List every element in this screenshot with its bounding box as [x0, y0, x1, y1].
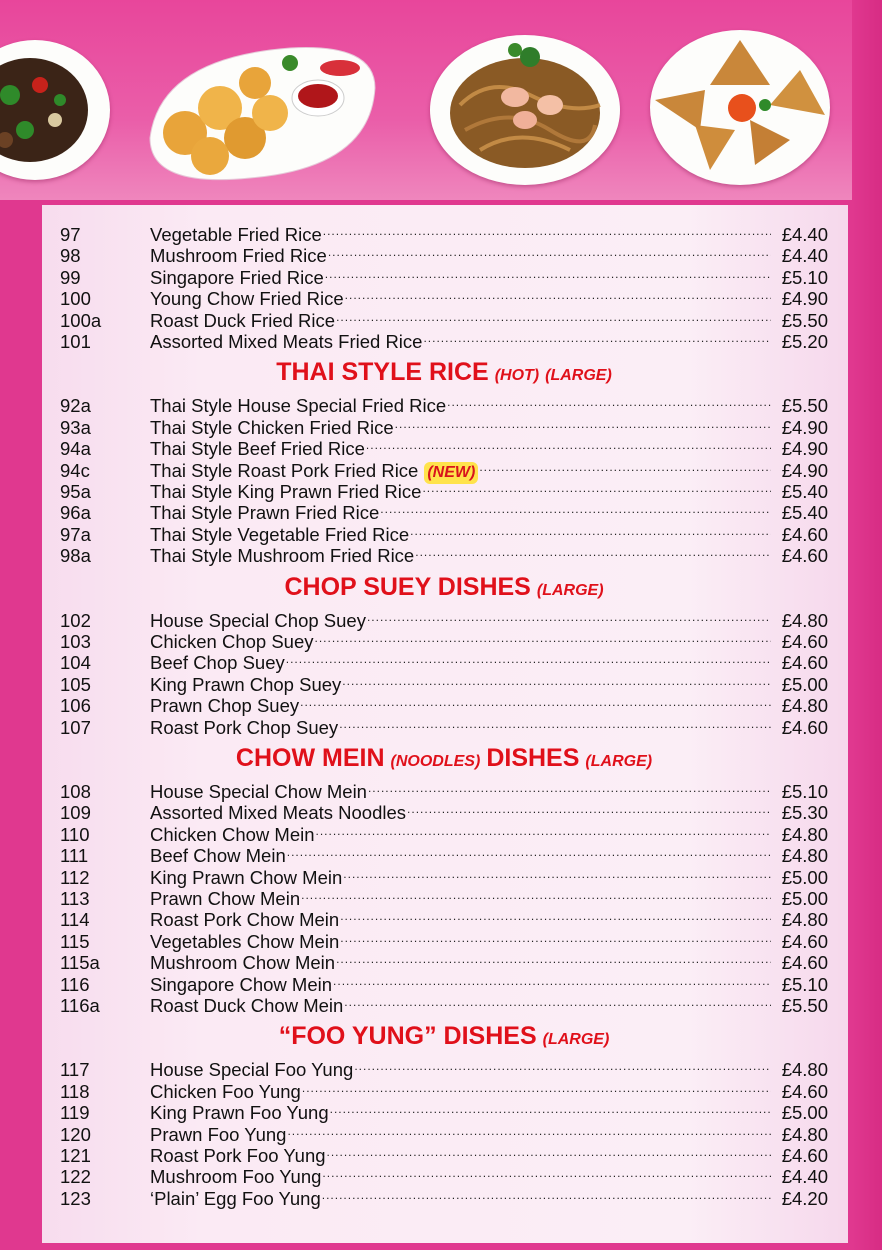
- section-title: CHOW MEIN: [235, 744, 385, 772]
- item-price: £4.80: [781, 845, 828, 867]
- item-price: £5.10: [781, 973, 828, 995]
- menu-item: [60, 1140, 828, 1166]
- menu-item: [60, 947, 828, 974]
- item-number: 107: [60, 716, 91, 738]
- item-name: Thai Style Beef Fried Rice: [150, 438, 365, 460]
- item-price: £5.40: [781, 502, 828, 524]
- section-heading: [60, 1021, 828, 1051]
- item-number: 112: [60, 866, 90, 888]
- dot-leader: [395, 412, 771, 434]
- dot-leader: [302, 1076, 771, 1098]
- item-name: Beef Chow Mein: [150, 845, 286, 867]
- item-name: Assorted Mixed Meats Noodles: [150, 802, 407, 824]
- item-name: Chicken Chow Mein: [150, 823, 315, 845]
- item-number: 118: [60, 1080, 90, 1102]
- item-number: 110: [60, 823, 90, 845]
- dot-leader: [415, 540, 771, 562]
- menu-item: [60, 605, 828, 631]
- item-number: 117: [60, 1059, 90, 1081]
- item-name: Thai Style Roast Pork Fried Rice: [150, 459, 419, 481]
- dish-photo-prawn-toast: [650, 30, 830, 185]
- item-price: £4.90: [781, 438, 828, 460]
- menu-item: [60, 283, 828, 310]
- dot-leader: [340, 926, 771, 948]
- menu-item: [60, 904, 828, 931]
- item-price: £4.60: [781, 1080, 828, 1102]
- dot-leader: [366, 433, 771, 455]
- item-price: £4.80: [781, 695, 828, 717]
- section-note: (HOT): [494, 367, 540, 385]
- menu-item: [60, 776, 828, 802]
- menu-item: [60, 455, 828, 481]
- dot-leader: [380, 497, 771, 519]
- section-size-note: (LARGE): [585, 753, 653, 770]
- item-price: £4.60: [781, 631, 828, 652]
- item-number: 116a: [60, 995, 100, 1016]
- section-title-suffix: DISHES: [486, 744, 580, 772]
- menu-item: [60, 819, 828, 845]
- menu-item: [60, 862, 828, 888]
- item-number: 106: [60, 695, 91, 717]
- menu-item: [60, 1161, 828, 1188]
- dot-leader: [287, 1119, 771, 1141]
- item-number: 122: [60, 1166, 91, 1188]
- item-number: 119: [60, 1102, 90, 1124]
- dot-leader: [423, 326, 771, 348]
- menu-item: [60, 412, 828, 438]
- item-price: £4.90: [781, 459, 828, 481]
- item-number: 114: [60, 909, 90, 931]
- menu-item: [60, 390, 828, 417]
- item-name: Prawn Chop Suey: [150, 695, 300, 717]
- item-name: Thai Style Chicken Fried Rice: [150, 416, 394, 438]
- dot-leader: [345, 283, 771, 305]
- item-number: 123: [60, 1187, 91, 1209]
- section-title: THAI STYLE RICE: [276, 358, 489, 387]
- dish-photo-stir-fry: [0, 40, 110, 180]
- dot-leader: [336, 947, 771, 969]
- item-name: House Special Chow Mein: [150, 781, 367, 802]
- menu-item: [60, 669, 828, 695]
- item-price: £5.00: [781, 673, 828, 695]
- menu-item: [60, 1119, 828, 1145]
- item-price: £4.60: [781, 952, 828, 974]
- menu-item: [60, 969, 828, 995]
- item-price: £4.90: [781, 416, 828, 438]
- section-size-note: (LARGE): [536, 581, 604, 599]
- item-name: Vegetables Chow Mein: [150, 930, 340, 952]
- dot-leader: [422, 476, 771, 498]
- dish-photo-noodles: [430, 35, 620, 185]
- item-name: Vegetable Fried Rice: [150, 224, 322, 245]
- item-price: £4.60: [781, 716, 828, 738]
- item-number: 116: [60, 973, 90, 995]
- dot-leader: [316, 819, 771, 841]
- item-price: £4.60: [781, 930, 828, 952]
- item-price: £4.20: [781, 1187, 828, 1209]
- item-name: Mushroom Foo Yung: [150, 1166, 322, 1188]
- item-name: House Special Foo Yung: [150, 1059, 354, 1081]
- item-number: 111: [60, 845, 89, 867]
- menu-item: [60, 840, 828, 867]
- dot-leader: [342, 669, 771, 691]
- menu-item: [60, 926, 828, 952]
- dot-leader: [322, 1183, 771, 1205]
- item-number: 92a: [60, 395, 91, 417]
- menu-item: [60, 476, 828, 502]
- dot-leader: [340, 904, 771, 926]
- item-number: 115: [60, 930, 90, 952]
- item-price: £4.80: [781, 1059, 828, 1081]
- item-price: £5.10: [781, 266, 828, 288]
- section-title: “FOO YUNG” DISHES: [278, 1022, 537, 1051]
- dot-leader: [327, 1140, 771, 1162]
- item-name: Assorted Mixed Meats Fried Rice: [150, 331, 423, 352]
- item-number: 113: [60, 888, 90, 909]
- item-price: £4.80: [781, 823, 828, 845]
- menu-item: [60, 990, 828, 1016]
- dot-leader: [336, 305, 771, 327]
- dot-leader: [354, 1054, 771, 1076]
- item-number: 102: [60, 609, 91, 631]
- item-number: 115a: [60, 952, 100, 974]
- dot-leader: [315, 626, 771, 648]
- item-name: Beef Chop Suey: [150, 652, 285, 674]
- item-number: 94c: [60, 459, 90, 481]
- item-name: Roast Pork Chow Mein: [150, 909, 340, 931]
- dish-photo-sweet-sour: [140, 38, 380, 186]
- item-name: Roast Duck Chow Mein: [150, 995, 344, 1016]
- dot-leader: [300, 690, 771, 712]
- section-size-note: (LARGE): [542, 1031, 610, 1049]
- section-size-note: (LARGE): [545, 367, 612, 385]
- item-number: 97a: [60, 523, 91, 545]
- new-badge: (NEW): [424, 462, 478, 484]
- item-name: Singapore Fried Rice: [150, 266, 324, 288]
- menu-item: [60, 626, 828, 652]
- item-price: £5.10: [781, 781, 828, 802]
- item-name: King Prawn Chop Suey: [150, 673, 342, 695]
- item-price: £5.50: [781, 395, 828, 417]
- item-number: 108: [60, 781, 91, 802]
- item-number: 96a: [60, 502, 91, 524]
- dot-leader: [479, 455, 771, 477]
- item-number: 99: [60, 266, 81, 288]
- item-price: £5.30: [781, 802, 828, 824]
- section-title: CHOP SUEY DISHES: [284, 572, 531, 601]
- item-name: Thai Style King Prawn Fried Rice: [150, 481, 422, 502]
- item-name: Thai Style House Special Fried Rice: [150, 395, 447, 417]
- item-number: 98a: [60, 545, 91, 567]
- item-price: £4.80: [781, 1123, 828, 1145]
- item-number: 101: [60, 331, 91, 352]
- item-price: £4.60: [781, 1145, 828, 1166]
- menu-item: [60, 883, 828, 909]
- item-price: £5.50: [781, 995, 828, 1016]
- item-price: £4.40: [781, 1166, 828, 1188]
- dot-leader: [410, 519, 771, 541]
- dot-leader: [322, 1161, 771, 1183]
- item-name: Young Chow Fried Rice: [150, 288, 344, 310]
- item-name: Chicken Foo Yung: [150, 1080, 301, 1102]
- dot-leader: [323, 219, 771, 241]
- dot-leader: [368, 776, 771, 798]
- photo-banner: [0, 0, 882, 200]
- item-name: Thai Style Prawn Fried Rice: [150, 502, 380, 524]
- item-price: £4.80: [781, 909, 828, 931]
- menu-item: [60, 262, 828, 288]
- item-price: £5.00: [781, 866, 828, 888]
- item-name: Roast Duck Fried Rice: [150, 309, 336, 331]
- item-name: Singapore Chow Mein: [150, 973, 333, 995]
- dot-leader: [301, 883, 771, 905]
- item-price: £4.40: [781, 224, 828, 245]
- menu-item: [60, 519, 828, 545]
- item-number: 109: [60, 802, 91, 824]
- item-name: Thai Style Mushroom Fried Rice: [150, 545, 415, 567]
- menu-item: [60, 305, 828, 331]
- item-name: Chicken Chop Suey: [150, 631, 314, 652]
- item-number: 95a: [60, 481, 91, 502]
- item-name: ‘Plain’ Egg Foo Yung: [150, 1187, 321, 1209]
- item-name: Roast Pork Foo Yung: [150, 1145, 326, 1166]
- item-name: Prawn Foo Yung: [150, 1123, 287, 1145]
- item-number: 93a: [60, 416, 91, 438]
- menu-item: [60, 497, 828, 524]
- section-heading: [60, 572, 828, 602]
- section-note: (NOODLES): [390, 753, 481, 770]
- dot-leader: [339, 712, 771, 734]
- item-price: £5.20: [781, 331, 828, 352]
- dot-leader: [407, 797, 771, 819]
- item-number: 105: [60, 673, 91, 695]
- item-name: King Prawn Foo Yung: [150, 1102, 329, 1124]
- menu-item: [60, 240, 828, 267]
- item-number: 104: [60, 652, 91, 674]
- item-price: £4.60: [781, 652, 828, 674]
- item-name: Mushroom Chow Mein: [150, 952, 336, 974]
- item-number: 98: [60, 245, 81, 267]
- menu-item: [60, 647, 828, 674]
- item-number: 100a: [60, 309, 102, 331]
- menu-item: [60, 1183, 828, 1209]
- menu-item: [60, 1097, 828, 1124]
- dot-leader: [325, 262, 771, 284]
- menu-item: [60, 712, 828, 738]
- item-name: House Special Chop Suey: [150, 609, 366, 631]
- menu-item: [60, 797, 828, 824]
- item-number: 97: [60, 224, 81, 245]
- dot-leader: [333, 969, 771, 991]
- section-heading: [60, 743, 828, 773]
- item-name: Roast Pork Chop Suey: [150, 716, 339, 738]
- menu-item: [60, 1054, 828, 1081]
- item-price: £5.40: [781, 481, 828, 502]
- menu-item: [60, 690, 828, 717]
- item-price: £4.60: [781, 545, 828, 567]
- dot-leader: [343, 862, 771, 884]
- menu-item: [60, 219, 828, 245]
- item-number: 121: [60, 1145, 91, 1166]
- item-name: Mushroom Fried Rice: [150, 245, 327, 267]
- dot-leader: [447, 390, 771, 412]
- dot-leader: [328, 240, 771, 262]
- item-number: 120: [60, 1123, 91, 1145]
- item-price: £5.50: [781, 309, 828, 331]
- dot-leader: [330, 1097, 771, 1119]
- item-number: 100: [60, 288, 91, 310]
- item-name: King Prawn Chow Mein: [150, 866, 343, 888]
- item-number: 103: [60, 631, 91, 652]
- dot-leader: [286, 647, 771, 669]
- item-price: £4.40: [781, 245, 828, 267]
- menu-item: [60, 433, 828, 460]
- item-number: 94a: [60, 438, 91, 460]
- item-name: Prawn Chow Mein: [150, 888, 301, 909]
- section-heading: [60, 357, 828, 387]
- item-price: £4.90: [781, 288, 828, 310]
- item-name: Thai Style Vegetable Fried Rice: [150, 523, 410, 545]
- dot-leader: [287, 840, 771, 862]
- dot-leader: [367, 605, 771, 627]
- page-edge: [852, 0, 882, 1250]
- menu-item: [60, 326, 828, 352]
- item-price: £5.00: [781, 888, 828, 909]
- dot-leader: [344, 990, 771, 1012]
- menu-item: [60, 1076, 828, 1102]
- item-price: £5.00: [781, 1102, 828, 1124]
- item-price: £4.80: [781, 609, 828, 631]
- menu-item: [60, 540, 828, 567]
- item-price: £4.60: [781, 523, 828, 545]
